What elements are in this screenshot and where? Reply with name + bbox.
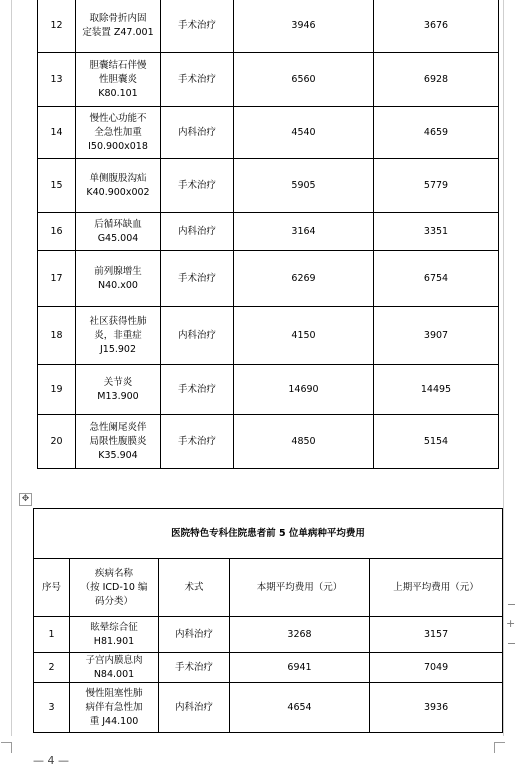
treatment-type: 内科治疗 [159, 617, 230, 653]
disease-name-line: 炎，非重症 [94, 329, 142, 341]
disease-name-line: 定装置 Z47.001 [82, 26, 154, 38]
previous-average-cost: 3157 [370, 617, 503, 653]
disease-name-line: H81.901 [93, 635, 135, 647]
header-treatment: 术式 [159, 559, 230, 617]
disease-name-line: 局限性腹膜炎 [89, 435, 147, 447]
disease-name-line: M13.900 [97, 390, 139, 402]
header-disease: 疾病名称 （按 ICD-10 编 码分类） [70, 559, 159, 617]
disease-name-line: K80.101 [98, 87, 138, 99]
disease-name-line: 急性阑尾炎伴 [89, 421, 147, 433]
treatment-type: 手术治疗 [161, 415, 234, 469]
treatment-type: 手术治疗 [161, 365, 234, 415]
disease-name-line: K40.900x002 [86, 186, 150, 198]
treatment-type: 手术治疗 [161, 159, 234, 213]
disease-name-line: 胆囊结石伴慢 [89, 59, 147, 71]
disease-name-line: 取除骨折内固 [89, 12, 147, 24]
current-average-cost: 4850 [234, 415, 374, 469]
previous-average-cost: 3936 [370, 683, 503, 733]
plus-icon[interactable]: + [506, 617, 515, 630]
disease-name-line: 社区获得性肺 [89, 315, 147, 327]
disease-name [76, 53, 161, 107]
disease-name-line: 眩晕综合征 [90, 621, 138, 633]
disease-name-line: 后循环缺血 [94, 218, 142, 230]
treatment-type: 内科治疗 [161, 107, 234, 159]
treatment-type: 手术治疗 [161, 53, 234, 107]
current-average-cost: 4654 [230, 683, 370, 733]
page-number: — 4 — [33, 754, 69, 767]
current-average-cost: 6941 [230, 653, 370, 683]
disease-name-line: 子宫内膜息肉 [85, 654, 143, 666]
table-row [38, 251, 499, 307]
disease-name [76, 365, 161, 415]
disease-name-line: 前列腺增生 [94, 265, 142, 277]
treatment-type: 手术治疗 [159, 653, 230, 683]
table-row [38, 307, 499, 365]
row-number: 3 [34, 683, 70, 733]
previous-average-cost: 14495 [374, 365, 499, 415]
current-average-cost: 3946 [234, 0, 374, 53]
previous-average-cost: 5154 [374, 415, 499, 469]
disease-name [76, 415, 161, 469]
table-title: 医院特色专科住院患者前 5 位单病种平均费用 [34, 509, 503, 559]
treatment-type: 内科治疗 [159, 683, 230, 733]
previous-average-cost: 4659 [374, 107, 499, 159]
row-number: 18 [38, 307, 76, 365]
table-row [38, 213, 499, 251]
table-row [34, 653, 503, 683]
table-row [34, 683, 503, 733]
header-previous-cost: 上期平均费用（元） [370, 559, 503, 617]
disease-name-line: 慢性心功能不 [89, 112, 147, 124]
margin-mark [508, 643, 515, 644]
disease-name [76, 251, 161, 307]
disease-name-line: 全急性加重 [94, 126, 142, 138]
current-average-cost: 3164 [234, 213, 374, 251]
disease-name-line: G45.004 [97, 232, 139, 244]
disease-name [70, 683, 159, 733]
current-average-cost: 6269 [234, 251, 374, 307]
row-number: 2 [34, 653, 70, 683]
page-corner-mark [494, 742, 505, 753]
row-number: 20 [38, 415, 76, 469]
move-handle-icon[interactable]: ✥ [19, 493, 32, 506]
previous-average-cost: 3676 [374, 0, 499, 53]
header-no: 序号 [34, 559, 70, 617]
disease-name-line: 病伴有急性加 [85, 701, 143, 713]
disease-name-line: 慢性阻塞性肺 [85, 687, 143, 699]
disease-name [76, 307, 161, 365]
disease-name-line: J15.902 [99, 343, 137, 355]
specialty-cost-table [33, 508, 503, 733]
header-current-cost: 本期平均费用（元） [230, 559, 370, 617]
row-number: 19 [38, 365, 76, 415]
disease-name-line: 性胆囊炎 [98, 73, 137, 85]
current-average-cost: 4540 [234, 107, 374, 159]
row-number: 14 [38, 107, 76, 159]
table-row [38, 107, 499, 159]
treatment-type: 内科治疗 [161, 307, 234, 365]
disease-name-line: K35.904 [98, 449, 138, 461]
row-number: 17 [38, 251, 76, 307]
row-number: 1 [34, 617, 70, 653]
treatment-type: 手术治疗 [161, 0, 234, 53]
page-margin-right [503, 0, 504, 736]
current-average-cost: 3268 [230, 617, 370, 653]
treatment-type: 手术治疗 [161, 251, 234, 307]
disease-name-line: I50.900x018 [88, 140, 148, 152]
previous-average-cost: 6754 [374, 251, 499, 307]
disease-name [76, 159, 161, 213]
disease-name-line: 重 J44.100 [89, 715, 139, 727]
table-row [38, 159, 499, 213]
disease-name-line: 单侧腹股沟疝 [89, 172, 147, 184]
table-row [38, 415, 499, 469]
disease-name-line: 关节炎 [103, 376, 133, 388]
page-margin-left [11, 0, 12, 736]
current-average-cost: 14690 [234, 365, 374, 415]
disease-name-line: N40.x00 [98, 279, 138, 291]
row-number: 15 [38, 159, 76, 213]
current-average-cost: 4150 [234, 307, 374, 365]
row-number: 13 [38, 53, 76, 107]
previous-average-cost: 6928 [374, 53, 499, 107]
disease-name [76, 107, 161, 159]
cost-table-continued [37, 0, 499, 469]
previous-average-cost: 3351 [374, 213, 499, 251]
disease-name [76, 213, 161, 251]
table-row [38, 365, 499, 415]
disease-name [70, 617, 159, 653]
table-row [38, 0, 499, 53]
row-number: 12 [38, 0, 76, 53]
previous-average-cost: 7049 [370, 653, 503, 683]
row-number: 16 [38, 213, 76, 251]
margin-mark [508, 604, 515, 605]
disease-name [76, 0, 161, 53]
previous-average-cost: 5779 [374, 159, 499, 213]
table-row [38, 53, 499, 107]
page-corner-mark [1, 742, 12, 753]
disease-name-line: N84.001 [93, 668, 135, 680]
treatment-type: 内科治疗 [161, 213, 234, 251]
current-average-cost: 6560 [234, 53, 374, 107]
table-row [34, 617, 503, 653]
current-average-cost: 5905 [234, 159, 374, 213]
previous-average-cost: 3907 [374, 307, 499, 365]
disease-name [70, 653, 159, 683]
